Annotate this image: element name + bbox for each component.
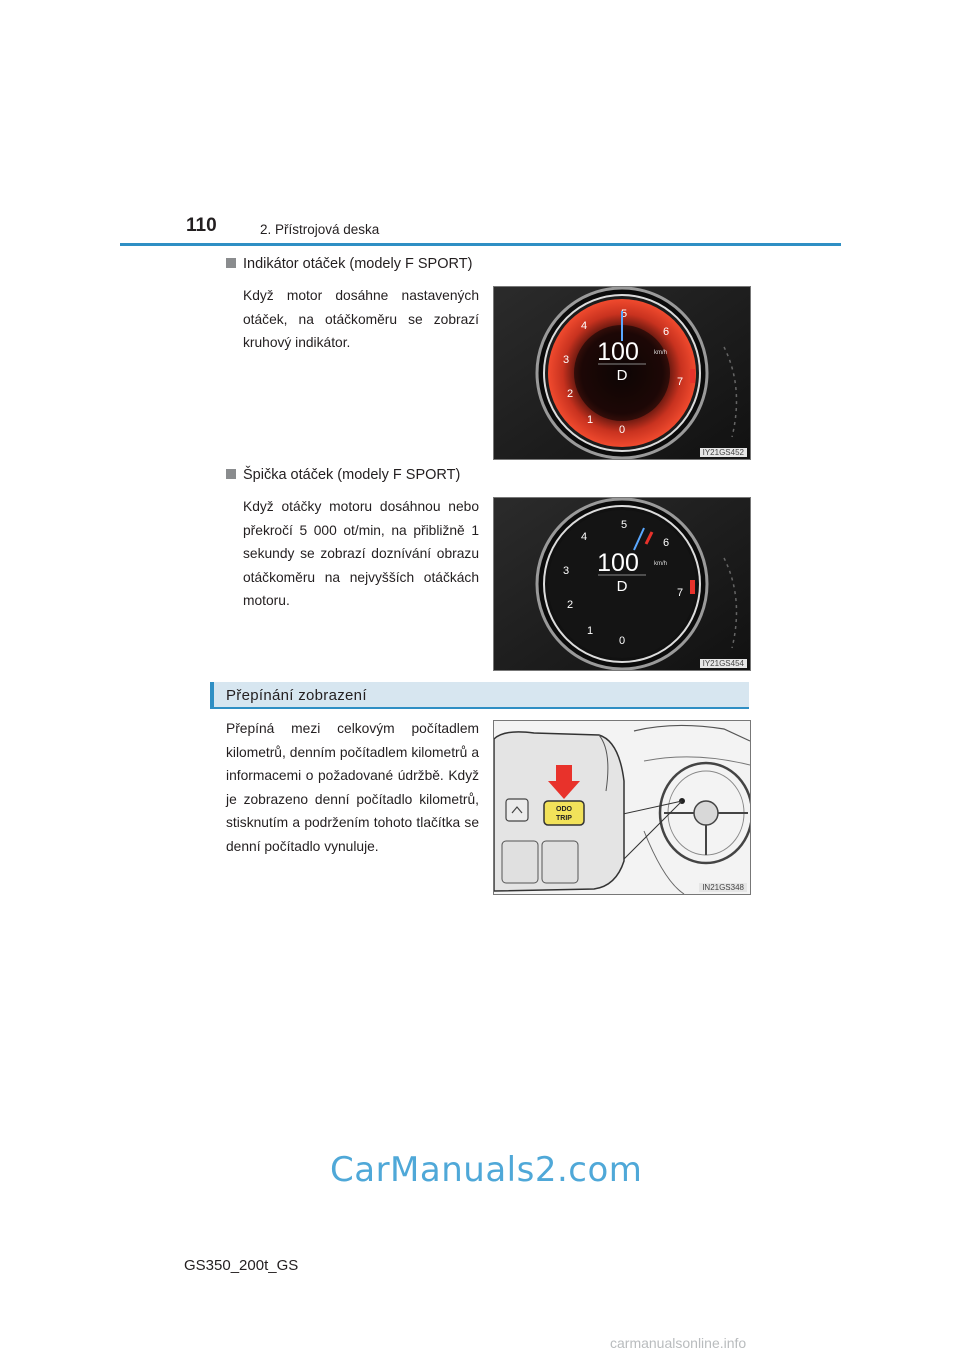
tick-label: 5 — [620, 308, 628, 320]
section-header-display-switch — [210, 682, 749, 709]
figure-code: IN21GS348 — [699, 883, 747, 892]
figure-code: IY21GS454 — [700, 659, 747, 668]
tick-label: 6 — [662, 537, 670, 549]
page-number: 110 — [186, 215, 217, 236]
section-text-display-switch: Přepíná mezi celkovým počítadlem kilometrů, denním počítadlem kilometrů a informacemi o požadované údržbě. Když je zobrazeno denní počítadlo kilometrů, stisknutím a podržením tohoto tlačítka se denní počítadlo vynuluje. — [226, 721, 479, 854]
trip-label: TRIP — [556, 815, 572, 822]
tick-label: 1 — [586, 414, 594, 426]
tick-label: 4 — [580, 531, 588, 543]
tick-label: 1 — [586, 625, 594, 637]
gear-indicator: D — [616, 578, 628, 595]
footer-model: GS350_200t_GS — [184, 1257, 299, 1274]
figure-odo-trip-button — [493, 720, 751, 895]
bullet-square-icon — [226, 469, 236, 479]
tick-label: 0 — [618, 635, 626, 647]
tick-label: 7 — [676, 587, 684, 599]
tick-label: 0 — [618, 424, 626, 436]
section-text-peak-hold: Když otáčky motoru dosáhnou nebo překročí 5 000 ot/min, na přibližně 1 sekundy se zobrazí doznívání obrazu otáčkoměru na nejvyšších otáčkách motoru. — [243, 499, 479, 608]
section-heading-rev-indicator — [226, 256, 472, 272]
speed-value: 100 — [597, 338, 639, 366]
figure-rev-indicator — [493, 286, 751, 460]
figure-peak-hold — [493, 497, 751, 671]
gear-indicator: D — [616, 367, 628, 384]
tick-label: 3 — [562, 565, 570, 577]
tick-label: 2 — [566, 388, 574, 400]
bullet-square-icon — [226, 258, 236, 268]
section-heading-text: Indikátor otáček (modely F SPORT) — [243, 256, 473, 272]
section-heading-text: Špička otáček (modely F SPORT) — [243, 467, 461, 483]
speed-unit: km/h — [654, 561, 668, 567]
figure-code: IY21GS452 — [700, 448, 747, 457]
watermark-logo: CarManuals2.com — [330, 1150, 643, 1190]
speed-value: 100 — [597, 549, 639, 577]
speed-unit: km/h — [654, 350, 668, 356]
section-title: Přepínání zobrazení — [226, 687, 367, 704]
tick-label: 6 — [662, 326, 670, 338]
section-heading-peak-hold — [226, 467, 460, 483]
odo-trip-button[interactable] — [544, 801, 584, 825]
section-text-rev-indicator: Když motor dosáhne nastavených otáček, na otáčkoměru se zobrazí kruhový indikátor. — [243, 288, 479, 350]
tick-label: 2 — [566, 599, 574, 611]
watermark-bottom: carmanualsonline.info — [610, 1335, 747, 1351]
tick-label: 7 — [676, 376, 684, 388]
tick-label: 3 — [562, 354, 570, 366]
header-rule — [120, 243, 841, 246]
chapter-title: 2. Přístrojová deska — [260, 222, 380, 237]
tick-label: 4 — [580, 320, 588, 332]
odo-label: ODO — [556, 806, 572, 813]
tick-label: 5 — [620, 519, 628, 531]
